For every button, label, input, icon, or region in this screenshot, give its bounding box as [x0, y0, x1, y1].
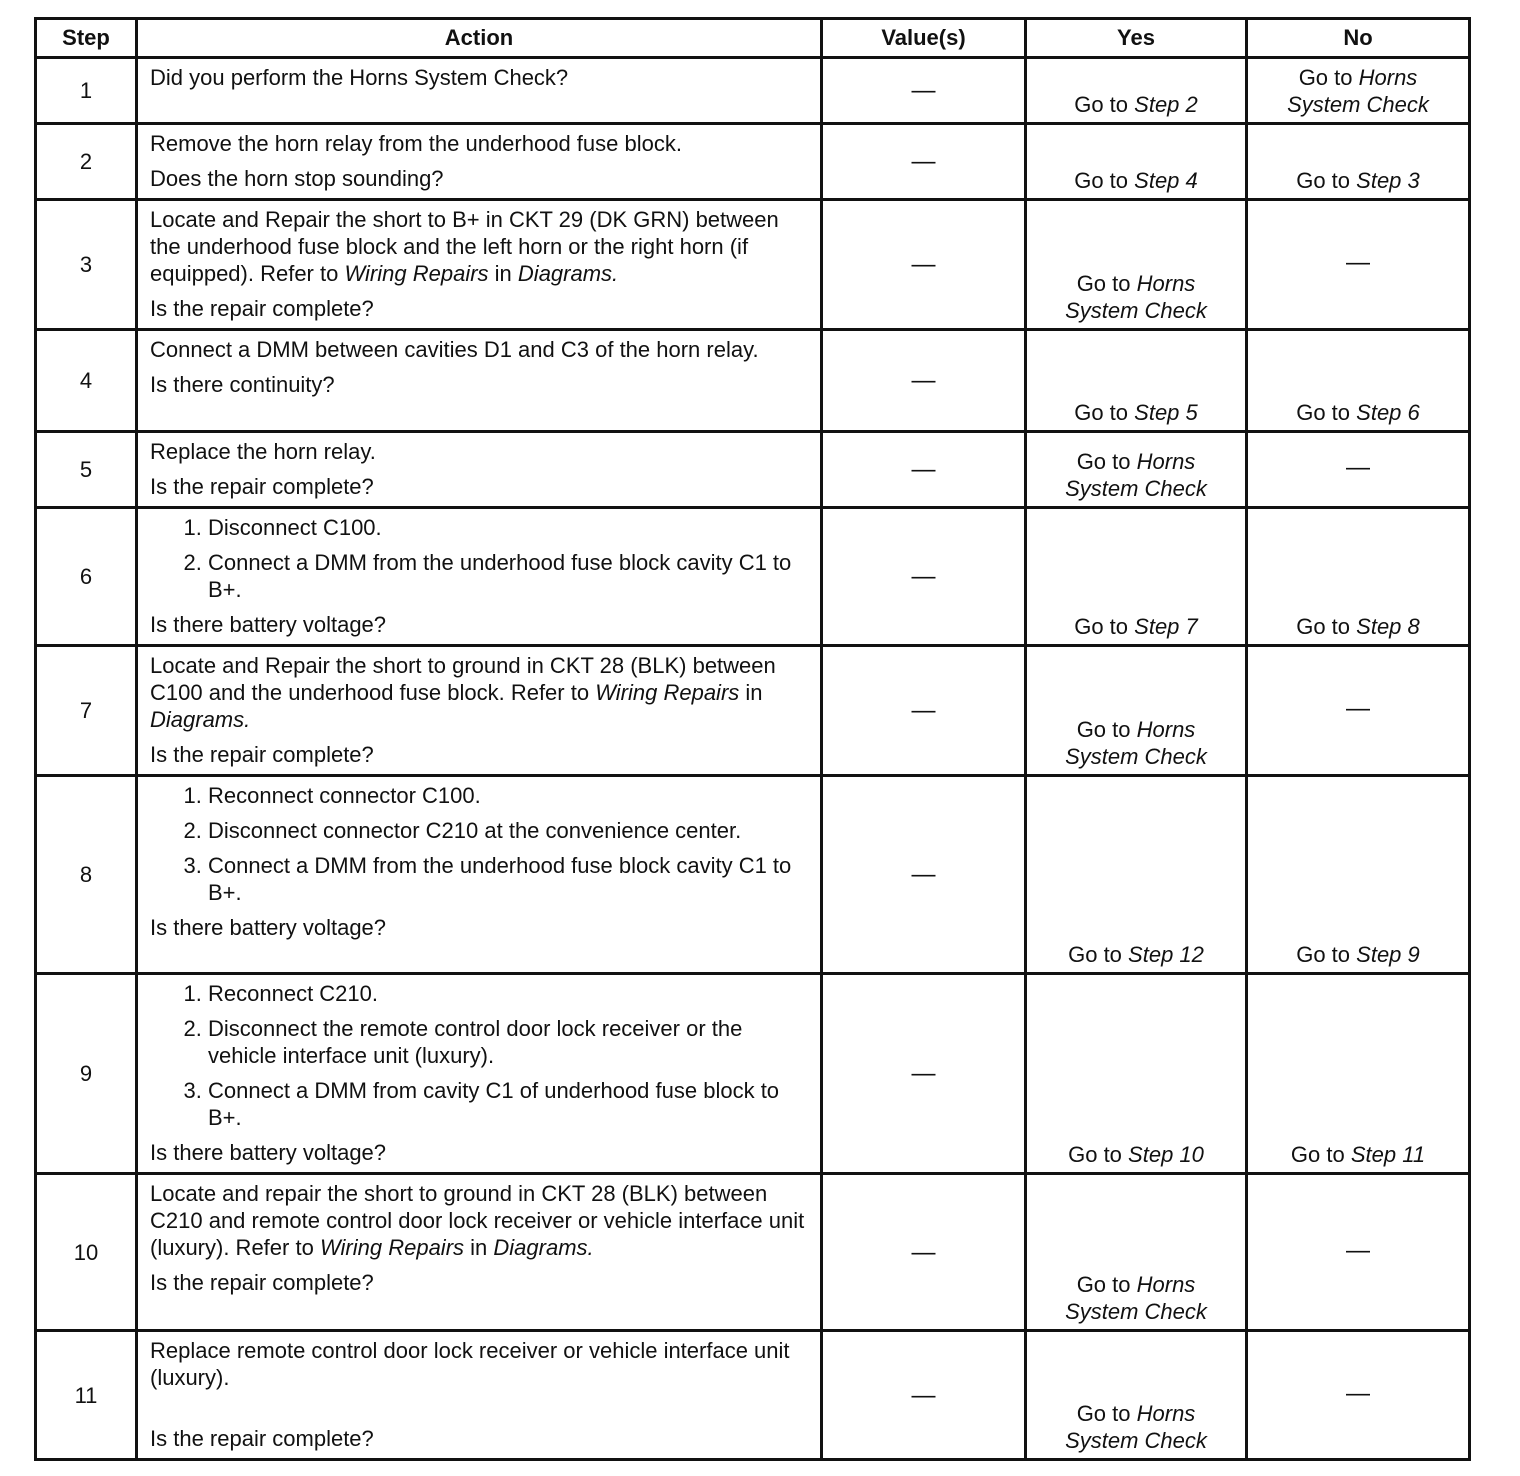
step-number: 5	[36, 432, 137, 508]
no-cell: —	[1247, 432, 1470, 508]
step-number: 2	[36, 124, 137, 200]
step-number: 4	[36, 330, 137, 432]
no-cell	[1247, 124, 1470, 200]
go-to-text: Go to	[1076, 1401, 1131, 1426]
go-to-text: Go to	[1074, 400, 1129, 425]
go-to-text: Go to	[1074, 92, 1129, 117]
in-text: in	[745, 680, 763, 705]
header-row	[36, 19, 1470, 58]
go-to-text: Go to	[1074, 614, 1129, 639]
action-text	[150, 206, 808, 287]
reference-wiring-repairs: Wiring Repairs	[595, 680, 740, 705]
action-question: Is the repair complete?	[150, 474, 374, 499]
action-text: Connect a DMM between cavities D1 and C3 of the horn relay.	[150, 337, 759, 362]
step-number: 1	[36, 58, 137, 124]
no-target: Step 9	[1356, 942, 1420, 967]
step-number: 8	[36, 776, 137, 974]
no-target: Step 3	[1356, 168, 1420, 193]
no-target-cont: System Check	[1287, 92, 1429, 117]
step-number: 6	[36, 508, 137, 646]
go-to-text: Go to	[1298, 65, 1353, 90]
action-list-item: 2. Disconnect connector C210 at the convenience center.	[208, 817, 808, 844]
action-cell	[137, 974, 822, 1174]
action-cell	[137, 124, 822, 200]
reference-diagrams: Diagrams.	[493, 1235, 594, 1260]
reference-wiring-repairs: Wiring Repairs	[344, 261, 489, 286]
yes-cell	[1026, 330, 1247, 432]
table-row-step-9	[36, 974, 1470, 1174]
yes-cell	[1026, 124, 1247, 200]
diagnostic-table	[34, 17, 1471, 1461]
step-number: 10	[36, 1174, 137, 1331]
table-row-step-5	[36, 432, 1470, 508]
value-cell: —	[822, 1331, 1026, 1460]
yes-target-cont: System Check	[1065, 1299, 1207, 1324]
action-list-item: 1. Disconnect C100.	[208, 514, 808, 541]
action-list-item: 1. Reconnect C210.	[208, 980, 808, 1007]
go-to-text: Go to	[1076, 1272, 1131, 1297]
value-cell: —	[822, 124, 1026, 200]
action-text: Replace remote control door lock receiver or vehicle interface unit (luxury).	[150, 1338, 790, 1390]
yes-target: Step 2	[1134, 92, 1198, 117]
header-no: No	[1247, 19, 1470, 58]
value-cell: —	[822, 1174, 1026, 1331]
no-cell: —	[1247, 200, 1470, 330]
action-text-main: Locate and Repair the short to B+ in CKT 29 (DK GRN) between the underhood fuse block and the left horn or the right horn (if equipped). Refer to	[150, 207, 779, 286]
yes-cell	[1026, 200, 1247, 330]
action-list-item: 3. Connect a DMM from cavity C1 of underhood fuse block to B+.	[208, 1077, 808, 1131]
yes-target: Step 5	[1134, 400, 1198, 425]
action-text-main: Locate and Repair the short to ground in CKT 28 (BLK) between C100 and the underhood fuse block. Refer to	[150, 653, 776, 705]
no-target: Step 8	[1356, 614, 1420, 639]
go-to-text: Go to	[1068, 942, 1122, 967]
go-to-text: Go to	[1296, 614, 1351, 639]
action-text	[150, 1180, 808, 1261]
action-cell	[137, 1174, 822, 1331]
action-cell	[137, 58, 822, 124]
no-cell: —	[1247, 1174, 1470, 1331]
value-cell: —	[822, 432, 1026, 508]
go-to-text: Go to	[1074, 168, 1129, 193]
yes-cell	[1026, 1174, 1247, 1331]
table-row-step-2	[36, 124, 1470, 200]
yes-cell	[1026, 58, 1247, 124]
step-number: 11	[36, 1331, 137, 1460]
yes-cell	[1026, 646, 1247, 776]
no-cell: —	[1247, 646, 1470, 776]
action-text	[150, 652, 808, 733]
yes-target-cont: System Check	[1065, 476, 1207, 501]
action-cell	[137, 1331, 822, 1460]
yes-target: Step 12	[1128, 942, 1204, 967]
action-question: Is there battery voltage?	[150, 1140, 387, 1165]
step-number: 9	[36, 974, 137, 1174]
action-list-item: 2. Disconnect the remote control door lock receiver or the vehicle interface unit (luxury).	[208, 1015, 808, 1069]
value-cell: —	[822, 776, 1026, 974]
no-target: Step 6	[1356, 400, 1420, 425]
no-cell	[1247, 776, 1470, 974]
yes-cell	[1026, 776, 1247, 974]
value-cell: —	[822, 646, 1026, 776]
action-cell	[137, 646, 822, 776]
action-list	[150, 782, 808, 906]
action-question: Is there battery voltage?	[150, 612, 387, 637]
action-cell	[137, 432, 822, 508]
action-list-item: 2. Connect a DMM from the underhood fuse block cavity C1 to B+.	[208, 549, 808, 603]
value-cell: —	[822, 974, 1026, 1174]
action-question: Is the repair complete?	[150, 1426, 374, 1451]
action-text: Did you perform the Horns System Check?	[150, 65, 569, 90]
reference-diagrams: Diagrams.	[150, 707, 251, 732]
no-cell	[1247, 974, 1470, 1174]
table-row-step-4	[36, 330, 1470, 432]
action-list	[150, 980, 808, 1131]
action-text: Remove the horn relay from the underhood fuse block.	[150, 131, 682, 156]
in-text: in	[470, 1235, 488, 1260]
action-question: Is the repair complete?	[150, 742, 374, 767]
header-action: Action	[137, 19, 822, 58]
action-cell	[137, 776, 822, 974]
action-question: Is the repair complete?	[150, 1270, 374, 1295]
no-target: Step 11	[1350, 1142, 1426, 1167]
no-target: Horns	[1358, 65, 1418, 90]
action-list-item: 3. Connect a DMM from the underhood fuse block cavity C1 to B+.	[208, 852, 808, 906]
yes-cell	[1026, 508, 1247, 646]
yes-cell	[1026, 432, 1247, 508]
header-step: Step	[36, 19, 137, 58]
yes-cell	[1026, 1331, 1247, 1460]
go-to-text: Go to	[1076, 717, 1131, 742]
go-to-text: Go to	[1076, 271, 1131, 296]
reference-wiring-repairs: Wiring Repairs	[319, 1235, 465, 1260]
no-cell	[1247, 508, 1470, 646]
step-number: 3	[36, 200, 137, 330]
action-question: Is there battery voltage?	[150, 915, 387, 940]
go-to-text: Go to	[1296, 400, 1351, 425]
yes-target: Horns	[1136, 1272, 1196, 1297]
yes-target: Horns	[1136, 271, 1196, 296]
in-text: in	[494, 261, 512, 286]
action-text-main: Locate and repair the short to ground in CKT 28 (BLK) between C210 and remote control door lock receiver or vehicle interface unit (luxury). Refer to	[150, 1181, 805, 1260]
go-to-text: Go to	[1296, 168, 1351, 193]
table-row-step-11	[36, 1331, 1470, 1460]
value-cell: —	[822, 58, 1026, 124]
action-question: Is there continuity?	[150, 372, 335, 397]
yes-target-cont: System Check	[1065, 298, 1207, 323]
action-question: Is the repair complete?	[150, 296, 374, 321]
go-to-text: Go to	[1076, 449, 1131, 474]
yes-target: Horns	[1136, 449, 1196, 474]
table-row-step-8	[36, 776, 1470, 974]
table-row-step-1	[36, 58, 1470, 124]
table-row-step-3	[36, 200, 1470, 330]
action-cell	[137, 200, 822, 330]
yes-target: Horns	[1136, 1401, 1196, 1426]
yes-target: Step 4	[1134, 168, 1198, 193]
action-text: Replace the horn relay.	[150, 439, 376, 464]
no-cell: —	[1247, 1331, 1470, 1460]
action-list	[150, 514, 808, 603]
no-cell	[1247, 58, 1470, 124]
reference-diagrams: Diagrams.	[517, 261, 619, 286]
yes-target: Horns	[1136, 717, 1196, 742]
action-question: Does the horn stop sounding?	[150, 166, 444, 191]
step-number: 7	[36, 646, 137, 776]
action-list-item: 1. Reconnect connector C100.	[208, 782, 808, 809]
yes-cell	[1026, 974, 1247, 1174]
header-yes: Yes	[1026, 19, 1247, 58]
no-cell	[1247, 330, 1470, 432]
yes-target: Step 10	[1128, 1142, 1204, 1167]
table-row-step-10	[36, 1174, 1470, 1331]
table-row-step-7	[36, 646, 1470, 776]
yes-target-cont: System Check	[1065, 744, 1207, 769]
action-cell	[137, 330, 822, 432]
yes-target: Step 7	[1134, 614, 1198, 639]
table-row-step-6	[36, 508, 1470, 646]
yes-target-cont: System Check	[1065, 1428, 1207, 1453]
go-to-text: Go to	[1068, 1142, 1122, 1167]
value-cell: —	[822, 508, 1026, 646]
header-values: Value(s)	[822, 19, 1026, 58]
value-cell: —	[822, 330, 1026, 432]
go-to-text: Go to	[1296, 942, 1351, 967]
value-cell: —	[822, 200, 1026, 330]
go-to-text: Go to	[1290, 1142, 1345, 1167]
action-cell	[137, 508, 822, 646]
